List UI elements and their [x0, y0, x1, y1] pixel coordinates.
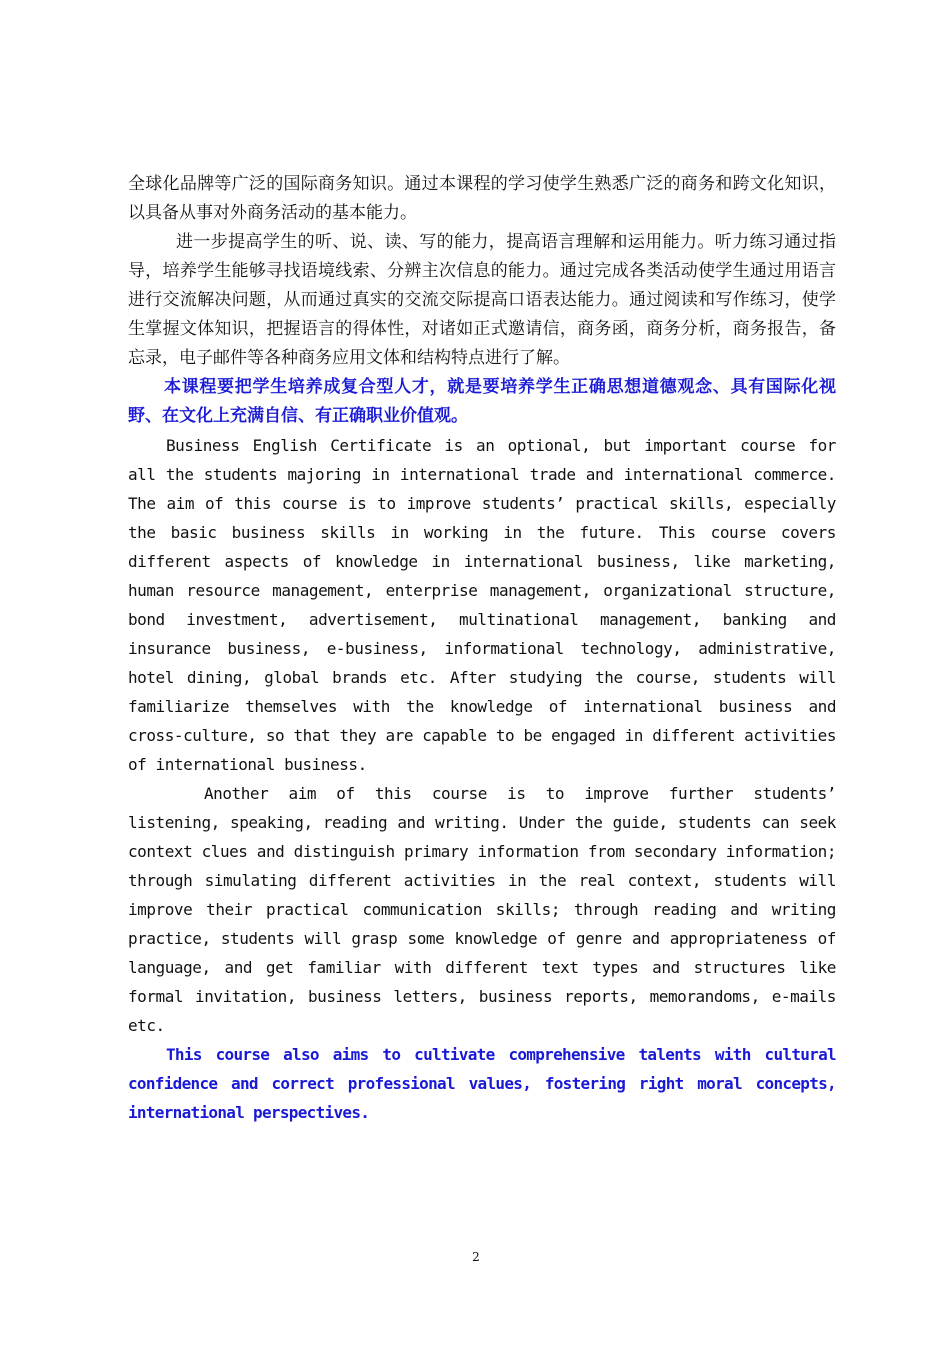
- page-body: [128, 170, 836, 1127]
- paragraph-en-1: Business English Certificate is an optional, but important course for all the students majoring in international trade and international commerce. The aim of this course is to improve students’ practical skills, especially the basic business skills in working in the future. This course covers different aspects of knowledge in international business, like marketing, human resource management, enterprise management, organizational structure, bond investment, advertisement, multinational management, banking and insurance business, e-business, informational technology, administrative, hotel dining, global brands etc. After studying the course, students will familiarize themselves with the knowledge of international business and cross-culture, so that they are capable to be engaged in different activities of international business.: [128, 436, 836, 774]
- paragraph-cn-emphasis: 本课程要把学生培养成复合型人才，就是要培养学生正确思想道德观念、具有国际化视野、在文化上充满自信、有正确职业价值观。: [128, 377, 836, 426]
- paragraph-en-emphasis: This course also aims to cultivate comprehensive talents with cultural confidence and correct professional values, fostering right moral concepts, international perspectives.: [128, 1045, 836, 1122]
- paragraph-cn-1: 全球化品牌等广泛的国际商务知识。通过本课程的学习使学生熟悉广泛的商务和跨文化知识，以具备从事对外商务活动的基本能力。: [128, 174, 836, 223]
- paragraph-en-2: Another aim of this course is to improve further students’ listening, speaking, reading and writing. Under the guide, students can seek context clues and distinguish primary information from secondary information; through simulating different activities in the real context, students will improve their practical communication skills; through reading and writing practice, students will grasp some knowledge of genre and appropriateness of language, and get familiar with different text types and structures like formal invitation, business letters, business reports, memorandoms, e-mails etc.: [128, 784, 836, 1035]
- page-number: 2: [472, 1250, 480, 1264]
- paragraph-cn-2: 进一步提高学生的听、说、读、写的能力，提高语言理解和运用能力。听力练习通过指导，培养学生能够寻找语境线索、分辨主次信息的能力。通过完成各类活动使学生通过用语言进行交流解决问题，从而通过真实的交流交际提高口语表达能力。通过阅读和写作练习，使学生掌握文体知识，把握语言的得体性，对诸如正式邀请信，商务函，商务分析，商务报告，备忘录，电子邮件等各种商务应用文体和结构特点进行了解。: [128, 232, 836, 368]
